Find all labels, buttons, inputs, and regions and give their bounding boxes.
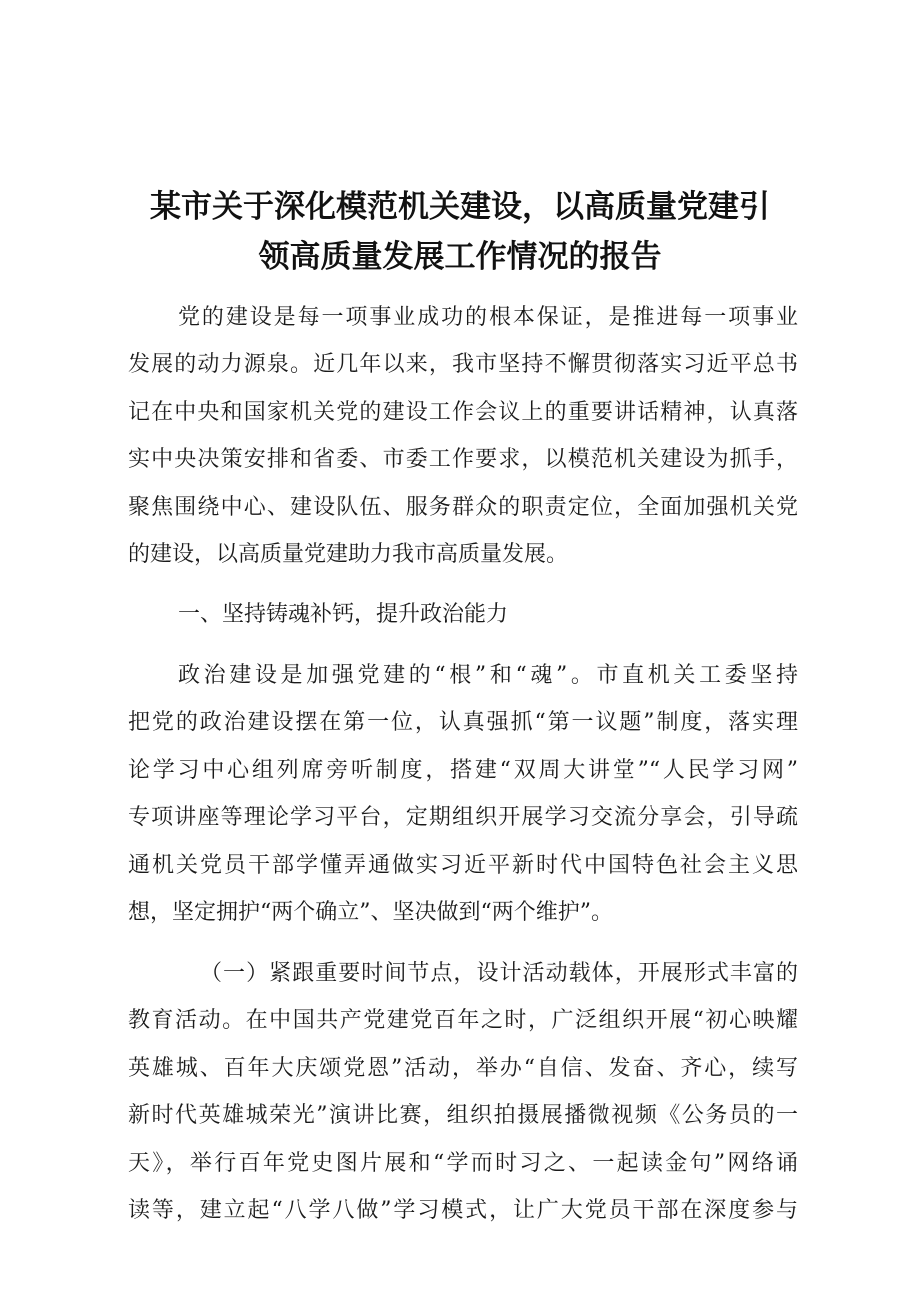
document-title-line-1: 某市关于深化模范机关建设，以高质量党建引	[150, 189, 770, 225]
paragraph-2-line-3: 论学习中心组列席旁听制度，搭建“双周大讲堂”“人民学习网”	[128, 758, 798, 783]
paragraph-1-line-5: 聚焦围绕中心、建设队伍、服务群众的职责定位，全面加强机关党	[128, 495, 798, 520]
paragraph-2-line-6: 想，坚定拥护“两个确立”、坚决做到“两个维护”。	[128, 900, 613, 925]
paragraph-3-line-6: 读等，建立起“八学八做”学习模式，让广大党员干部在深度参与	[128, 1198, 798, 1223]
paragraph-1-line-4: 实中央决策安排和省委、市委工作要求，以模范机关建设为抓手，	[128, 447, 798, 472]
paragraph-2-line-2: 把党的政治建设摆在第一位，认真强抓“第一议题”制度，落实理	[128, 710, 798, 735]
paragraph-1-line-2: 发展的动力源泉。近几年以来，我市坚持不懈贯彻落实习近平总书	[128, 352, 798, 377]
paragraph-2-line-1: 政治建设是加强党建的“根”和“魂”。市直机关工委坚持	[178, 663, 798, 688]
paragraph-2-line-5: 通机关党员干部学懂弄通做实习近平新时代中国特色社会主义思	[128, 853, 798, 878]
paragraph-3-line-3: 英雄城、百年大庆颂党恩”活动，举办“自信、发奋、齐心，续写	[128, 1056, 798, 1081]
paragraph-1-line-1: 党的建设是每一项事业成功的根本保证，是推进每一项事业	[178, 305, 798, 330]
paragraph-3-line-4: 新时代英雄城荣光”演讲比赛，组织拍摄展播微视频《公务员的一	[128, 1103, 798, 1128]
paragraph-2-line-4: 专项讲座等理论学习平台，定期组织开展学习交流分享会，引导疏	[128, 805, 798, 830]
document-title-line-2: 领高质量发展工作情况的报告	[258, 239, 662, 275]
paragraph-3-line-2: 教育活动。在中国共产党建党百年之时，广泛组织开展“初心映耀	[128, 1008, 798, 1033]
paragraph-1-line-3: 记在中央和国家机关党的建设工作会议上的重要讲话精神，认真落	[128, 400, 798, 425]
paragraph-3-line-5: 天》，举行百年党史图片展和“学而时习之、一起读金句”网络诵	[128, 1151, 798, 1176]
paragraph-3-line-1: （一）紧跟重要时间节点，设计活动载体，开展形式丰富的	[200, 961, 798, 986]
paragraph-1-line-6: 的建设，以高质量党建助力我市高质量发展。	[128, 542, 569, 567]
section-heading-1: 一、坚持铸魂补钙，提升政治能力	[178, 602, 509, 627]
